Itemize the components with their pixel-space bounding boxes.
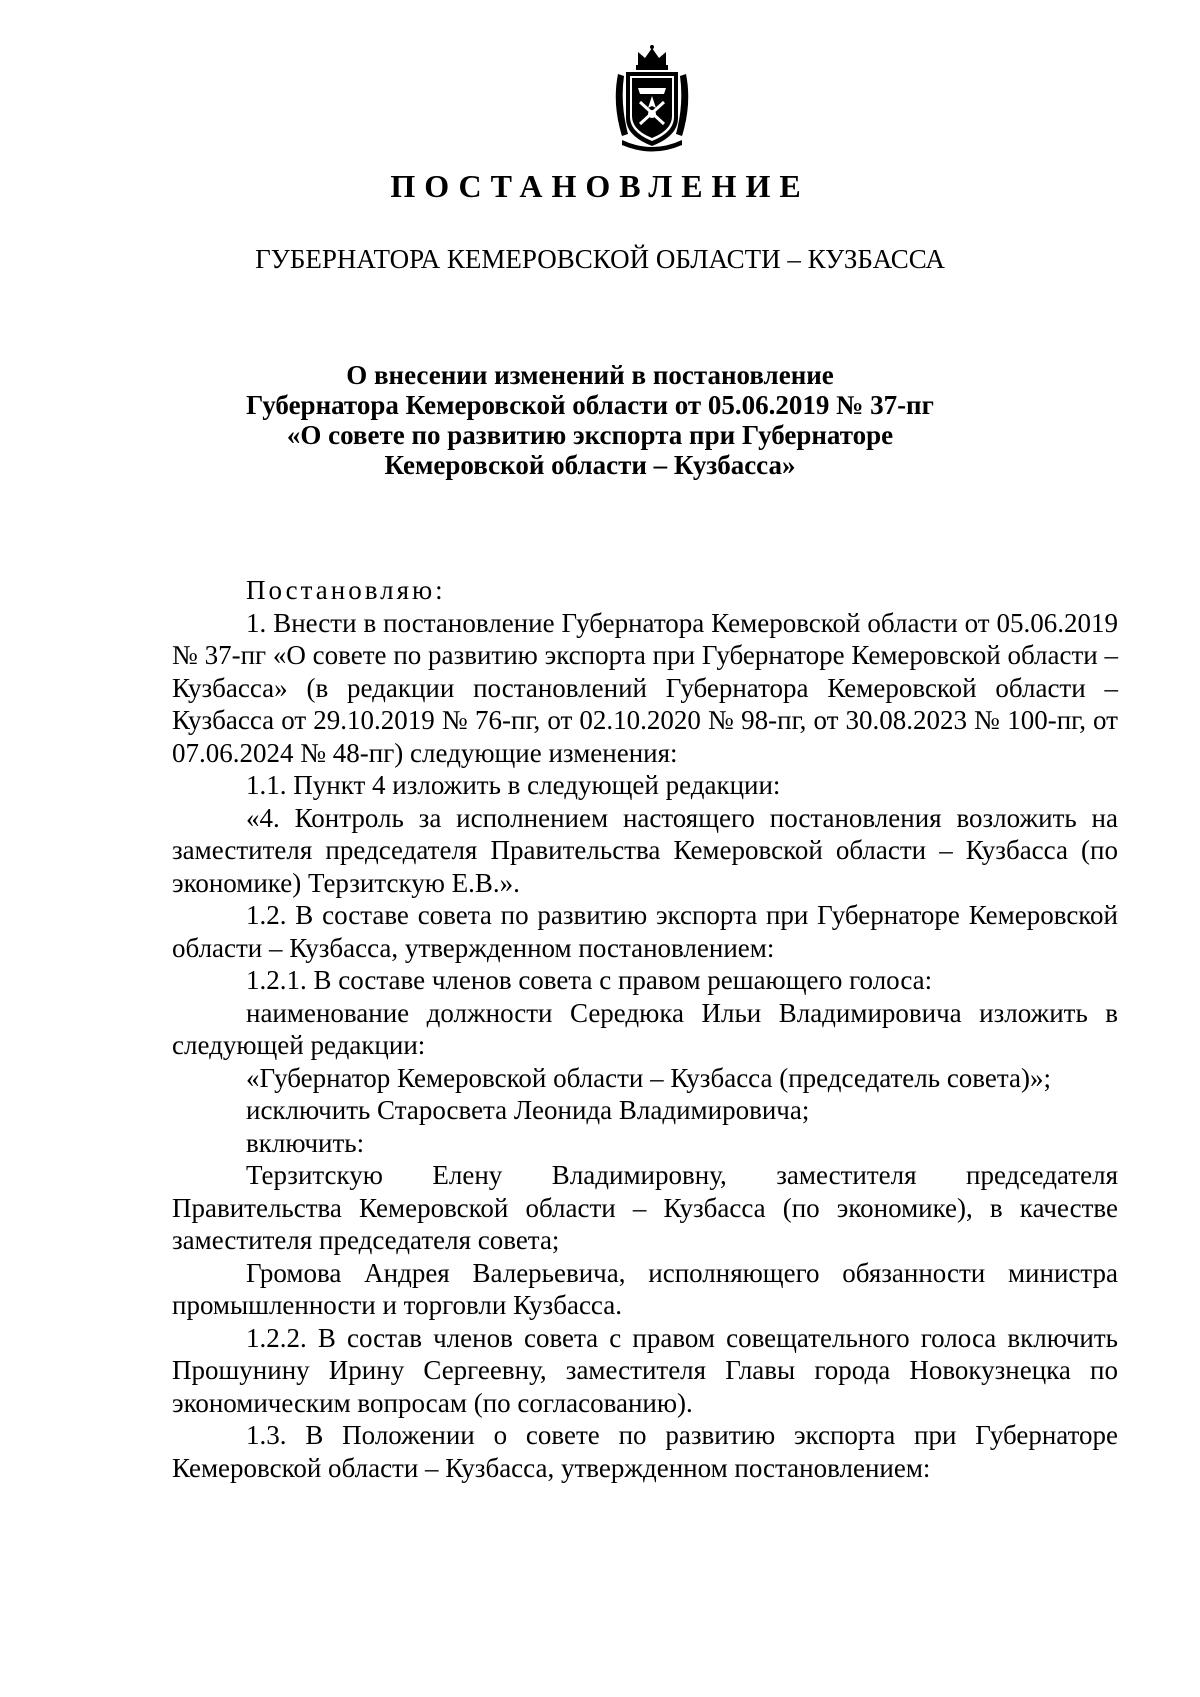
paragraph-position-name: наименование должности Середюка Ильи Владимировича изложить в следующей редакции: <box>172 997 1118 1060</box>
paragraph-member-gromov: Громова Андрея Валерьевича, исполняющего обязанности министра промышленности и торговли Кузбасса. <box>172 1257 1118 1320</box>
paragraph-1-2-2: 1.2.2. В состав членов совета с правом совещательного голоса включить Прошунину Ирину Сергеевну, заместителя Главы города Новокузнецка по экономическим вопросам (по согласованию). <box>172 1322 1118 1418</box>
title-line: О внесении изменений в постановление <box>346 360 834 390</box>
issuing-authority: ГУБЕРНАТОРА КЕМЕРОВСКОЙ ОБЛАСТИ – КУЗБАССА <box>255 244 945 274</box>
paragraph-include: включить: <box>246 1127 365 1158</box>
paragraph-1-2-1: 1.2.1. В составе членов совета с правом решающего голоса: <box>246 965 933 995</box>
paragraph-exclude: исключить Старосвета Леонида Владимировича; <box>246 1095 810 1125</box>
coat-of-arms-icon <box>608 44 696 152</box>
paragraph-1-2: 1.2. В составе совета по развитию экспорта при Губернаторе Кемеровской области – Кузбасса, утвержденном постановлением: <box>172 900 1118 963</box>
paragraph-1-1-text: «4. Контроль за исполнением настоящего постановления возложить на заместителя председателя Правительства Кемеровской области – Кузбасса (по экономике) Терзитскую Е.В.». <box>172 802 1118 898</box>
document-type-heading: ПОСТАНОВЛЕНИЕ <box>390 168 810 204</box>
paragraph-new-position: «Губернатор Кемеровской области – Кузбасса (председатель совета)»; <box>246 1062 1051 1093</box>
paragraph-member-terzitskaya: Терзитскую Елену Владимировну, заместителя председателя Правительства Кемеровской области – Кузбасса (по экономике), в качестве заместителя председателя совета; <box>172 1160 1118 1255</box>
title-line: «О совете по развитию экспорта при Губернаторе <box>286 420 894 450</box>
resolution-intro: Постановляю: <box>246 575 446 605</box>
document-title <box>190 360 990 480</box>
document-body <box>172 574 1118 1484</box>
paragraph-1: 1. Внести в постановление Губернатора Кемеровской области от 05.06.2019 № 37-пг «О совете по развитию экспорта при Губернаторе Кемеровской области – Кузбасса» (в редакции постановлений Губернатора Кемеровской области – Кузбасса от 29.10.2019 № 76-пг, от 02.10.2020 № 98-пг, от 30.08.2023 № 100-пг, от 07.06.2024 № 48-пг) следующие изменения: <box>172 607 1118 768</box>
paragraph-1-1: 1.1. Пункт 4 изложить в следующей редакции: <box>246 770 781 800</box>
title-line: Кемеровской области – Кузбасса» <box>384 450 796 480</box>
title-line: Губернатора Кемеровской области от 05.06.2019 № 37-пг <box>246 390 934 420</box>
paragraph-1-3: 1.3. В Положении о совете по развитию экспорта при Губернаторе Кемеровской области – Кузбасса, утвержденном постановлением: <box>172 1420 1118 1483</box>
